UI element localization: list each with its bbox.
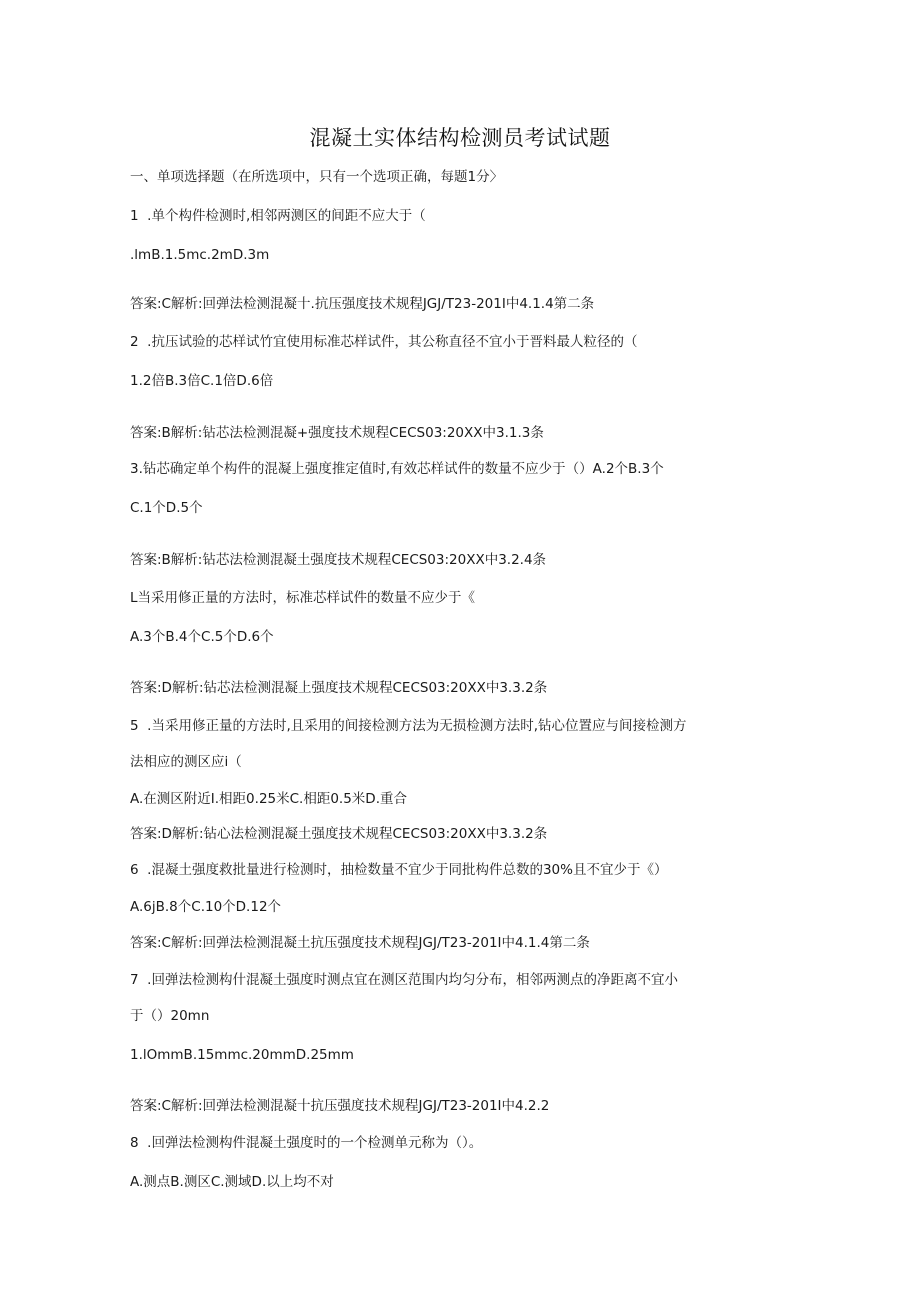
answer-options: .lmB.1.5mc.2mD.3m [130, 247, 270, 263]
question-text: 于（）20mn [130, 1008, 210, 1024]
question-text: 1 .单个构件检测时,相邻两测区的间距不应大于（ [130, 208, 426, 224]
answer-options: 1.2倍B.3倍C.1倍D.6倍 [130, 373, 274, 389]
question-text: 7 .回弹法检测构什混凝土强度时测点宜在测区范围内均匀分布，相邻两测点的净距离不宜小 [130, 972, 678, 988]
section-heading: 一、单项选择题（在所选项中，只有一个选项正确，每题1分〉 [130, 169, 504, 185]
answer-explanation: 答案:C解析:回弹法检测混凝十.抗压强度技术规程JGJ/T23-201I中4.1.4第二条 [130, 296, 595, 312]
answer-explanation: 答案:B解析:钻芯法检测混凝土强度技术规程CECS03:20XX中3.2.4条 [130, 552, 547, 568]
answer-explanation: 答案:D解析:钻心法检测混凝土强度技术规程CECS03:20XX中3.3.2条 [130, 826, 548, 842]
answer-explanation: 答案:D解析:钻芯法检测混凝上强度技术规程CECS03:20XX中3.3.2条 [130, 680, 548, 696]
answer-options: A.测点B.测区C.测域D.以上均不对 [130, 1174, 334, 1190]
question-text: 6 .混凝土强度救批量进行检测时，抽检数量不宜少于同批构件总数的30%且不宜少于《） [130, 862, 668, 878]
question-text: 8 .回弹法检测构件混凝土强度时的一个检测单元称为（）。 [130, 1135, 483, 1151]
question-text: 2 .抗压试验的芯样试竹宜使用标准芯样试件，其公称直径不宜小于晋料最人粒径的（ [130, 334, 638, 350]
answer-explanation: 答案:C解析:回弹法检测混凝十抗压强度技术规程JGJ/T23-201I中4.2.2 [130, 1098, 550, 1114]
answer-options: A.6jB.8个C.10个D.12个 [130, 899, 282, 915]
question-text: L当采用修正量的方法时，标准芯样试件的数量不应少于《 [130, 590, 476, 606]
document-title: 混凝土实体结构检测员考试试题 [309, 126, 611, 150]
question-text: 3.钻芯确定单个构件的混凝上强度推定值时,有效芯样试件的数量不应少于（）A.2个B.3个 [130, 461, 664, 477]
question-text: 5 .当采用修正量的方法时,且采用的间接检测方法为无损检测方法时,钻心位置应与间接检测方 [130, 718, 687, 734]
answer-options: A.在测区附近I.相距0.25米C.相距0.5米D.重合 [130, 791, 407, 807]
answer-explanation: 答案:B解析:钻芯法检测混凝+强度技术规程CECS03:20XX中3.1.3条 [130, 425, 544, 441]
question-text: 法相应的测区应i（ [130, 754, 242, 770]
answer-options: C.1个D.5个 [130, 500, 203, 516]
answer-options: 1.lOmmB.15mmc.20mmD.25mm [130, 1047, 354, 1063]
answer-options: A.3个B.4个C.5个D.6个 [130, 629, 274, 645]
answer-explanation: 答案:C解析:回弹法检测混凝土抗压强度技术规程JGJ/T23-201I中4.1.4第二条 [130, 935, 590, 951]
